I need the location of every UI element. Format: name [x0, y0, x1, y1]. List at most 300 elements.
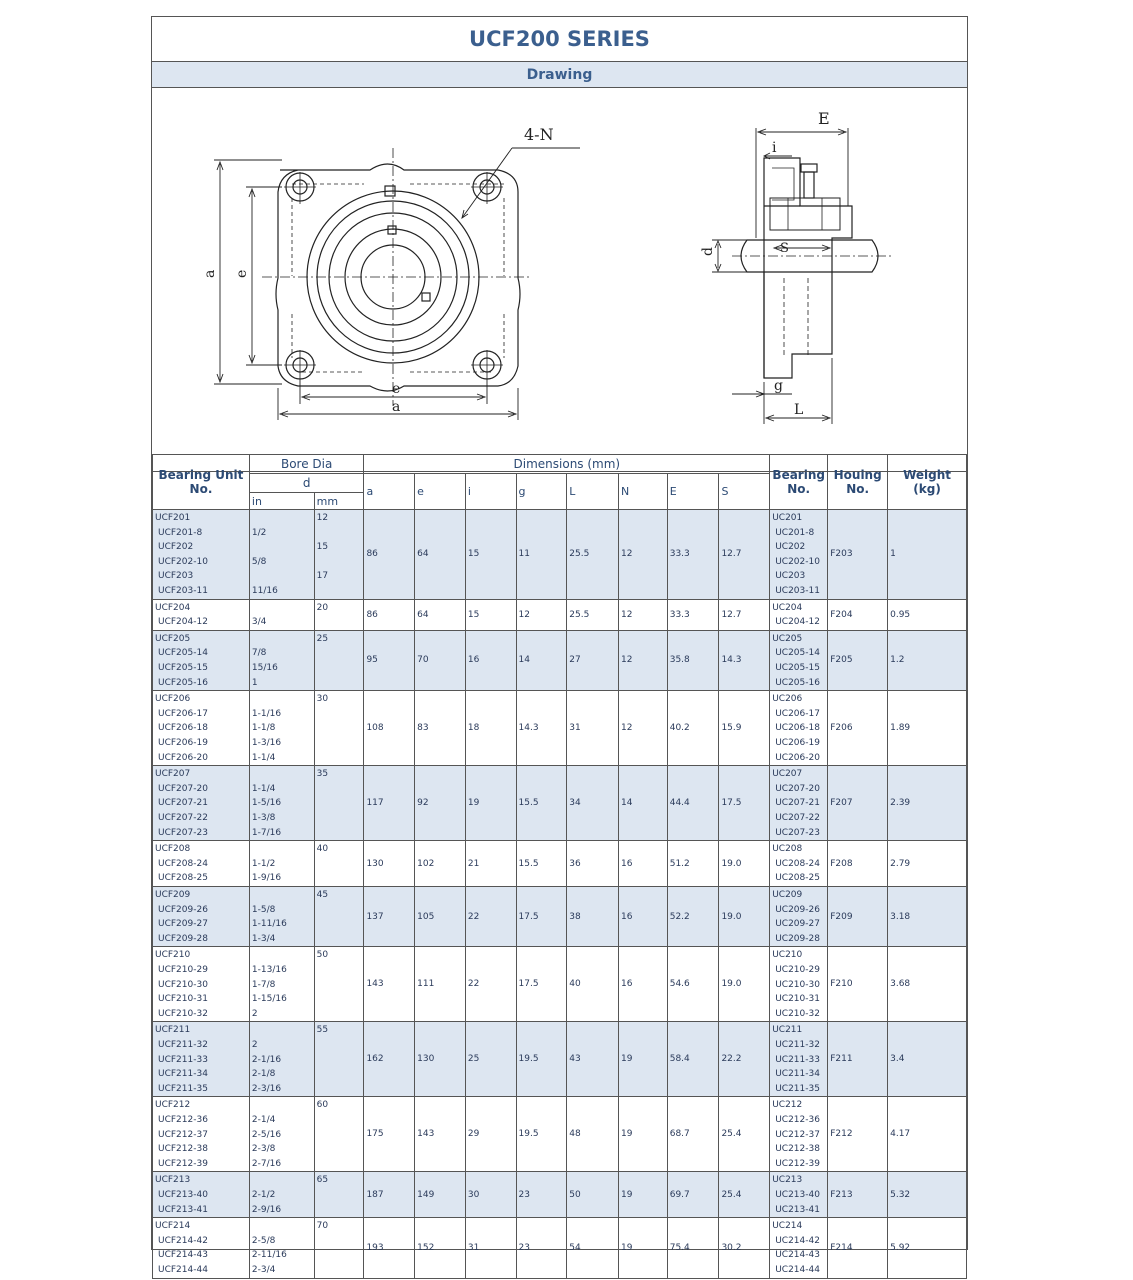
header-in: in — [249, 493, 314, 510]
bore-mm-cell-line — [317, 1234, 362, 1249]
dim-E-cell: 51.2 — [667, 841, 719, 887]
dim-i-cell: 18 — [465, 691, 516, 766]
dim-L-cell: 50 — [567, 1172, 619, 1218]
bearing-no-cell-line: UC212-39 — [775, 1158, 820, 1169]
bore-in-cell-line: 15/16 — [251, 662, 278, 673]
dim-e-cell: 83 — [415, 691, 466, 766]
weight-cell: 3.18 — [888, 886, 967, 946]
bearing-no-cell-line: UC211-34 — [775, 1069, 820, 1080]
bore-mm-cell-line — [317, 707, 362, 722]
bore-in-cell-line: 2-1/16 — [251, 1054, 282, 1065]
dim-e-cell: 64 — [415, 599, 466, 630]
bore-mm-cell-line — [317, 1082, 362, 1097]
bearing-unit-cell-line: UCF213-41 — [158, 1204, 208, 1215]
bore-mm-cell — [314, 599, 364, 630]
dim-N-cell: 19 — [619, 1097, 668, 1172]
bore-mm-cell-line — [317, 1188, 362, 1203]
bore-in-cell-line: 2-1/4 — [251, 1114, 276, 1125]
bore-in-cell-line: 2-3/16 — [251, 1083, 282, 1094]
dim-i-cell: 19 — [465, 766, 516, 841]
bearing-no-cell-line: UC210-29 — [775, 964, 820, 975]
dim-e-cell: 143 — [415, 1097, 466, 1172]
bore-in-cell-line: 1-1/16 — [251, 708, 282, 719]
bearing-unit-cell-line: UCF209-28 — [158, 933, 208, 944]
dim-N-cell: 16 — [619, 947, 668, 1022]
bore-mm-cell — [314, 886, 364, 946]
bearing-no-cell-line: UC207 — [772, 769, 803, 780]
bearing-unit-cell-line: UCF214-43 — [158, 1250, 208, 1261]
bearing-unit-cell-line: UCF211-32 — [158, 1039, 208, 1050]
front-view-flange — [262, 148, 532, 406]
bore-in-cell-line: 1-13/16 — [251, 964, 287, 975]
label-dim-e-vertical: e — [234, 269, 250, 278]
bore-mm-cell-line — [317, 736, 362, 751]
header-S: S — [719, 474, 770, 510]
label-side-s: S — [780, 241, 789, 256]
dim-a-cell: 130 — [364, 841, 415, 887]
dim-N-cell: 12 — [619, 691, 668, 766]
bearing-no-cell-line: UC213-41 — [775, 1204, 820, 1215]
dim-S-cell: 15.9 — [719, 691, 770, 766]
dim-S-cell: 12.7 — [719, 510, 770, 600]
bore-mm-cell-line — [317, 555, 362, 570]
bearing-unit-cell-line: UCF212-38 — [158, 1144, 208, 1155]
dim-g-cell: 15.5 — [516, 766, 567, 841]
bore-in-cell — [249, 766, 314, 841]
bearing-unit-cell-line: UCF210-31 — [158, 994, 208, 1005]
bearing-no-cell-line: UC206 — [772, 694, 803, 705]
bore-in-cell-line: 1-5/16 — [251, 798, 282, 809]
housing-no-cell: F206 — [828, 691, 888, 766]
bore-in-cell-line: 1-11/16 — [251, 919, 287, 930]
dim-E-cell: 40.2 — [667, 691, 719, 766]
bore-mm-cell-line — [317, 1067, 362, 1082]
bore-mm-cell — [314, 947, 364, 1022]
bearing-unit-cell-line: UCF209 — [155, 889, 191, 900]
bore-in-cell-line: 1-9/16 — [251, 873, 282, 884]
bore-mm-cell — [314, 630, 364, 690]
bearing-no-cell-line: UC206-17 — [775, 708, 820, 719]
dim-g-cell: 23 — [516, 1218, 567, 1278]
dim-L-cell: 31 — [567, 691, 619, 766]
bore-in-cell-line: 1-5/8 — [251, 904, 276, 915]
front-view-dimensions — [214, 148, 580, 420]
bore-mm-cell-line — [317, 963, 362, 978]
bore-in-cell — [249, 1097, 314, 1172]
bearing-unit-cell-line: UCF214-44 — [158, 1264, 208, 1275]
bore-in-cell-line: 7/8 — [251, 648, 267, 659]
bore-in-cell — [249, 599, 314, 630]
bore-mm-cell-line — [317, 992, 362, 1007]
bore-mm-cell-line — [317, 1142, 362, 1157]
bore-mm-cell-line — [317, 584, 362, 599]
table-row — [153, 1022, 967, 1097]
dim-E-cell: 54.6 — [667, 947, 719, 1022]
label-dim-e-horizontal: e — [392, 381, 401, 397]
bore-mm-cell-line: 25 — [316, 633, 329, 644]
housing-no-cell: F213 — [828, 1172, 888, 1218]
bearing-unit-cell — [153, 841, 250, 887]
bearing-unit-cell-line: UCF207-20 — [158, 783, 208, 794]
bore-in-cell-line — [252, 569, 312, 584]
dim-S-cell: 19.0 — [719, 886, 770, 946]
bearing-no-cell-line: UC204 — [772, 602, 803, 613]
bore-mm-cell-line: 40 — [316, 844, 329, 855]
bore-mm-cell-line — [317, 751, 362, 766]
weight-cell: 0.95 — [888, 599, 967, 630]
bearing-no-cell-line: UC212 — [772, 1100, 803, 1111]
bearing-no-cell-line: UC211 — [772, 1025, 803, 1036]
dim-g-cell: 19.5 — [516, 1022, 567, 1097]
bearing-unit-cell — [153, 886, 250, 946]
dim-L-cell: 48 — [567, 1097, 619, 1172]
bearing-unit-cell-line: UCF206-20 — [158, 752, 208, 763]
bearing-no-cell-line: UC213-40 — [775, 1189, 820, 1200]
weight-cell: 2.39 — [888, 766, 967, 841]
bearing-no-cell-line: UC203 — [775, 571, 806, 582]
bore-in-cell-line: 1-1/8 — [251, 723, 276, 734]
bearing-unit-cell-line: UCF212-36 — [158, 1114, 208, 1125]
weight-cell: 2.79 — [888, 841, 967, 887]
table-row — [153, 510, 967, 600]
bore-mm-cell-line — [317, 1203, 362, 1218]
header-bore-dia: Bore Dia — [249, 455, 364, 474]
bore-in-cell-line: 2-9/16 — [251, 1204, 282, 1215]
dim-e-cell: 105 — [415, 886, 466, 946]
dim-L-cell: 25.5 — [567, 599, 619, 630]
bore-mm-cell-line: 12 — [316, 513, 329, 523]
bore-in-cell-line — [252, 1173, 312, 1188]
dim-a-cell: 86 — [364, 599, 415, 630]
bore-in-cell-line: 2-7/16 — [251, 1158, 282, 1169]
bearing-no-cell-line: UC201 — [772, 513, 803, 523]
weight-cell: 5.32 — [888, 1172, 967, 1218]
bore-mm-cell-line: 45 — [316, 889, 329, 900]
table-row — [153, 1097, 967, 1172]
bearing-unit-cell — [153, 766, 250, 841]
weight-cell: 3.4 — [888, 1022, 967, 1097]
bore-mm-cell-line: 70 — [316, 1221, 329, 1232]
dim-N-cell: 19 — [619, 1172, 668, 1218]
header-weight: Weight (kg) — [888, 455, 967, 510]
bore-in-cell-line: 2-11/16 — [251, 1250, 287, 1261]
housing-no-cell: F214 — [828, 1218, 888, 1278]
bearing-no-cell-line: UC211-33 — [775, 1054, 820, 1065]
label-side-E: E — [818, 109, 830, 128]
header-housing-no: Houing No. — [828, 455, 888, 510]
dim-N-cell: 16 — [619, 841, 668, 887]
table-row — [153, 886, 967, 946]
bore-mm-cell-line — [317, 857, 362, 872]
housing-no-cell: F207 — [828, 766, 888, 841]
section-header-drawing: Drawing — [152, 62, 967, 88]
bearing-no-cell — [770, 1218, 828, 1278]
dim-E-cell: 69.7 — [667, 1172, 719, 1218]
bearing-no-cell-line: UC212-38 — [775, 1144, 820, 1155]
bearing-unit-cell-line: UCF207-23 — [158, 827, 208, 838]
bearing-no-cell-line: UC210-31 — [775, 994, 820, 1005]
dimensions-table — [152, 454, 967, 1279]
bore-mm-cell-line — [317, 615, 362, 630]
bore-in-cell-line — [252, 632, 312, 647]
dim-i-cell: 22 — [465, 886, 516, 946]
dim-e-cell: 130 — [415, 1022, 466, 1097]
dim-E-cell: 68.7 — [667, 1097, 719, 1172]
dim-e-cell: 64 — [415, 510, 466, 600]
dim-g-cell: 14.3 — [516, 691, 567, 766]
dim-a-cell: 193 — [364, 1218, 415, 1278]
dim-g-cell: 19.5 — [516, 1097, 567, 1172]
bore-mm-cell — [314, 766, 364, 841]
bore-in-cell-line: 2-3/8 — [251, 1144, 276, 1155]
bearing-no-cell-line: UC210-32 — [775, 1008, 820, 1019]
bore-mm-cell-line: 20 — [316, 602, 329, 613]
bearing-unit-cell-line: UCF207-22 — [158, 812, 208, 823]
bore-in-cell-line: 1-3/16 — [251, 737, 282, 748]
bore-mm-cell-line — [317, 676, 362, 691]
table-row — [153, 1172, 967, 1218]
header-dimensions: Dimensions (mm) — [364, 455, 770, 474]
bearing-no-cell-line: UC208-25 — [775, 873, 820, 884]
dim-N-cell: 12 — [619, 599, 668, 630]
dim-S-cell: 19.0 — [719, 841, 770, 887]
dim-E-cell: 35.8 — [667, 630, 719, 690]
label-dim-a-vertical: a — [202, 269, 218, 278]
bearing-no-cell-line: UC205-15 — [775, 662, 820, 673]
dim-a-cell: 137 — [364, 886, 415, 946]
bore-in-cell-line: 1-1/2 — [251, 858, 276, 869]
bearing-unit-cell-line: UCF206-19 — [158, 737, 208, 748]
bearing-unit-cell-line: UCF201 — [155, 513, 191, 523]
housing-no-cell: F208 — [828, 841, 888, 887]
bore-mm-cell — [314, 691, 364, 766]
dim-L-cell: 43 — [567, 1022, 619, 1097]
dim-a-cell: 175 — [364, 1097, 415, 1172]
bearing-unit-cell-line: UCF210 — [155, 950, 191, 961]
label-side-i: i — [772, 140, 777, 156]
bearing-unit-cell-line: UCF205-15 — [158, 662, 208, 673]
bearing-no-cell — [770, 1097, 828, 1172]
bore-in-cell — [249, 691, 314, 766]
dim-E-cell: 33.3 — [667, 510, 719, 600]
bearing-no-cell-line: UC212-37 — [775, 1129, 820, 1140]
dim-E-cell: 75.4 — [667, 1218, 719, 1278]
dim-g-cell: 14 — [516, 630, 567, 690]
bore-in-cell — [249, 886, 314, 946]
weight-cell: 1.89 — [888, 691, 967, 766]
header-bore-d: d — [249, 474, 364, 493]
bore-mm-cell-line — [317, 526, 362, 541]
bearing-no-cell-line: UC207-23 — [775, 827, 820, 838]
header-N: N — [619, 474, 668, 510]
bore-in-cell-line: 2-3/4 — [251, 1264, 276, 1275]
bore-mm-cell-line — [317, 1248, 362, 1263]
dim-i-cell: 22 — [465, 947, 516, 1022]
bore-in-cell — [249, 947, 314, 1022]
bore-in-cell-line — [252, 692, 312, 707]
bearing-no-cell-line: UC206-18 — [775, 723, 820, 734]
bearing-unit-cell-line: UCF208 — [155, 844, 191, 855]
bore-mm-cell-line — [317, 782, 362, 797]
dim-E-cell: 58.4 — [667, 1022, 719, 1097]
weight-cell: 5.92 — [888, 1218, 967, 1278]
bore-mm-cell-line: 50 — [316, 950, 329, 961]
bearing-unit-cell — [153, 691, 250, 766]
bearing-unit-cell-line: UCF211 — [155, 1025, 191, 1036]
bearing-unit-cell — [153, 947, 250, 1022]
header-e: e — [415, 474, 466, 510]
bearing-no-cell-line: UC211-35 — [775, 1083, 820, 1094]
bore-in-cell-line: 2-5/8 — [251, 1235, 276, 1246]
bearing-no-cell — [770, 947, 828, 1022]
bearing-unit-cell-line: UCF214 — [155, 1221, 191, 1232]
bore-in-cell-line — [252, 1219, 312, 1234]
dim-L-cell: 25.5 — [567, 510, 619, 600]
bore-mm-cell-line — [317, 796, 362, 811]
bore-mm-cell-line: 35 — [316, 769, 329, 780]
dim-S-cell: 17.5 — [719, 766, 770, 841]
bearing-no-cell — [770, 1172, 828, 1218]
dim-N-cell: 19 — [619, 1022, 668, 1097]
bore-in-cell-line — [252, 767, 312, 782]
bore-mm-cell-line — [317, 1263, 362, 1278]
table-row — [153, 1218, 967, 1278]
bearing-no-cell-line: UC205-14 — [775, 648, 820, 659]
bore-in-cell-line — [252, 511, 312, 526]
bearing-unit-cell — [153, 630, 250, 690]
bearing-no-cell-line: UC209-26 — [775, 904, 820, 915]
bore-mm-cell-line — [317, 721, 362, 736]
dim-N-cell: 14 — [619, 766, 668, 841]
dim-a-cell: 187 — [364, 1172, 415, 1218]
bore-in-cell — [249, 510, 314, 600]
dim-g-cell: 12 — [516, 599, 567, 630]
bore-mm-cell-line — [317, 1038, 362, 1053]
housing-no-cell: F205 — [828, 630, 888, 690]
dim-g-cell: 15.5 — [516, 841, 567, 887]
bearing-unit-cell — [153, 1097, 250, 1172]
bore-in-cell-line: 3/4 — [251, 617, 267, 628]
bore-in-cell-line — [252, 948, 312, 963]
bearing-no-cell — [770, 510, 828, 600]
dim-e-cell: 70 — [415, 630, 466, 690]
bore-mm-cell-line — [317, 811, 362, 826]
bore-in-cell-line: 11/16 — [251, 585, 278, 596]
header-i: i — [465, 474, 516, 510]
dim-g-cell: 17.5 — [516, 886, 567, 946]
header-E: E — [667, 474, 719, 510]
dim-g-cell: 17.5 — [516, 947, 567, 1022]
dim-g-cell: 23 — [516, 1172, 567, 1218]
bore-mm-cell-line: 17 — [316, 571, 329, 582]
bearing-no-cell — [770, 691, 828, 766]
label-side-g: g — [774, 378, 783, 394]
dim-a-cell: 95 — [364, 630, 415, 690]
dim-e-cell: 111 — [415, 947, 466, 1022]
dim-S-cell: 22.2 — [719, 1022, 770, 1097]
bearing-no-cell — [770, 886, 828, 946]
bearing-unit-cell-line: UCF211-35 — [158, 1083, 208, 1094]
bore-in-cell-line: 1-7/8 — [251, 979, 276, 990]
bearing-no-cell-line: UC210-30 — [775, 979, 820, 990]
bore-in-cell-line — [252, 842, 312, 857]
table-row — [153, 599, 967, 630]
label-side-L: L — [794, 402, 804, 418]
bore-mm-cell-line: 60 — [316, 1100, 329, 1111]
bore-mm-cell-line — [317, 1128, 362, 1143]
bearing-unit-cell-line: UCF213-40 — [158, 1189, 208, 1200]
bearing-unit-cell — [153, 510, 250, 600]
bore-in-cell-line: 2-1/2 — [251, 1189, 276, 1200]
bearing-unit-cell-line: UCF212-39 — [158, 1158, 208, 1169]
dim-i-cell: 16 — [465, 630, 516, 690]
bore-in-cell — [249, 1172, 314, 1218]
dim-e-cell: 149 — [415, 1172, 466, 1218]
bearing-unit-cell-line: UCF213 — [155, 1175, 191, 1186]
dim-N-cell: 12 — [619, 510, 668, 600]
bearing-no-cell-line: UC209-28 — [775, 933, 820, 944]
header-a: a — [364, 474, 415, 510]
bearing-no-cell-line: UC210 — [772, 950, 803, 961]
bearing-unit-cell-line: UCF205-16 — [158, 677, 208, 688]
bearing-no-cell-line: UC214-42 — [775, 1235, 820, 1246]
bearing-unit-cell — [153, 1218, 250, 1278]
dim-S-cell: 12.7 — [719, 599, 770, 630]
bearing-no-cell-line: UC206-20 — [775, 752, 820, 763]
bearing-no-cell-line: UC202 — [775, 542, 806, 553]
dim-L-cell: 54 — [567, 1218, 619, 1278]
dim-i-cell: 15 — [465, 510, 516, 600]
spec-sheet — [151, 16, 968, 1275]
bore-in-cell-line: 1-1/4 — [251, 752, 276, 763]
bore-mm-cell-line: 30 — [316, 694, 329, 705]
bearing-unit-cell-line: UCF206-18 — [158, 723, 208, 734]
bore-mm-cell — [314, 510, 364, 600]
bore-in-cell-line: 1-3/8 — [251, 812, 276, 823]
bearing-unit-cell-line: UCF209-27 — [158, 919, 208, 930]
bearing-unit-cell-line: UCF211-34 — [158, 1069, 208, 1080]
bore-in-cell-line: 1-1/4 — [251, 783, 276, 794]
bearing-no-cell-line: UC211-32 — [775, 1039, 820, 1050]
header-bearing-unit: Bearing Unit No. — [153, 455, 250, 510]
dim-S-cell: 25.4 — [719, 1097, 770, 1172]
dim-L-cell: 36 — [567, 841, 619, 887]
bearing-no-cell-line: UC212-36 — [775, 1114, 820, 1125]
weight-cell: 3.68 — [888, 947, 967, 1022]
bore-in-cell — [249, 841, 314, 887]
housing-no-cell: F203 — [828, 510, 888, 600]
bearing-unit-cell — [153, 1172, 250, 1218]
bore-in-cell — [249, 1022, 314, 1097]
dim-S-cell: 30.2 — [719, 1218, 770, 1278]
bore-mm-cell — [314, 1022, 364, 1097]
bearing-no-cell — [770, 1022, 828, 1097]
bore-in-cell — [249, 630, 314, 690]
dim-e-cell: 92 — [415, 766, 466, 841]
dim-a-cell: 162 — [364, 1022, 415, 1097]
table-body — [153, 510, 967, 1279]
bore-mm-cell-line: 15 — [316, 542, 329, 553]
dim-E-cell: 52.2 — [667, 886, 719, 946]
bore-mm-cell-line — [317, 1157, 362, 1172]
table-row — [153, 766, 967, 841]
bore-mm-cell-line: 55 — [316, 1025, 329, 1036]
bore-mm-cell — [314, 841, 364, 887]
bearing-no-cell-line: UC207-21 — [775, 798, 820, 809]
bearing-unit-cell-line: UCF205 — [155, 633, 191, 644]
housing-no-cell: F209 — [828, 886, 888, 946]
bore-mm-cell-line — [317, 917, 362, 932]
